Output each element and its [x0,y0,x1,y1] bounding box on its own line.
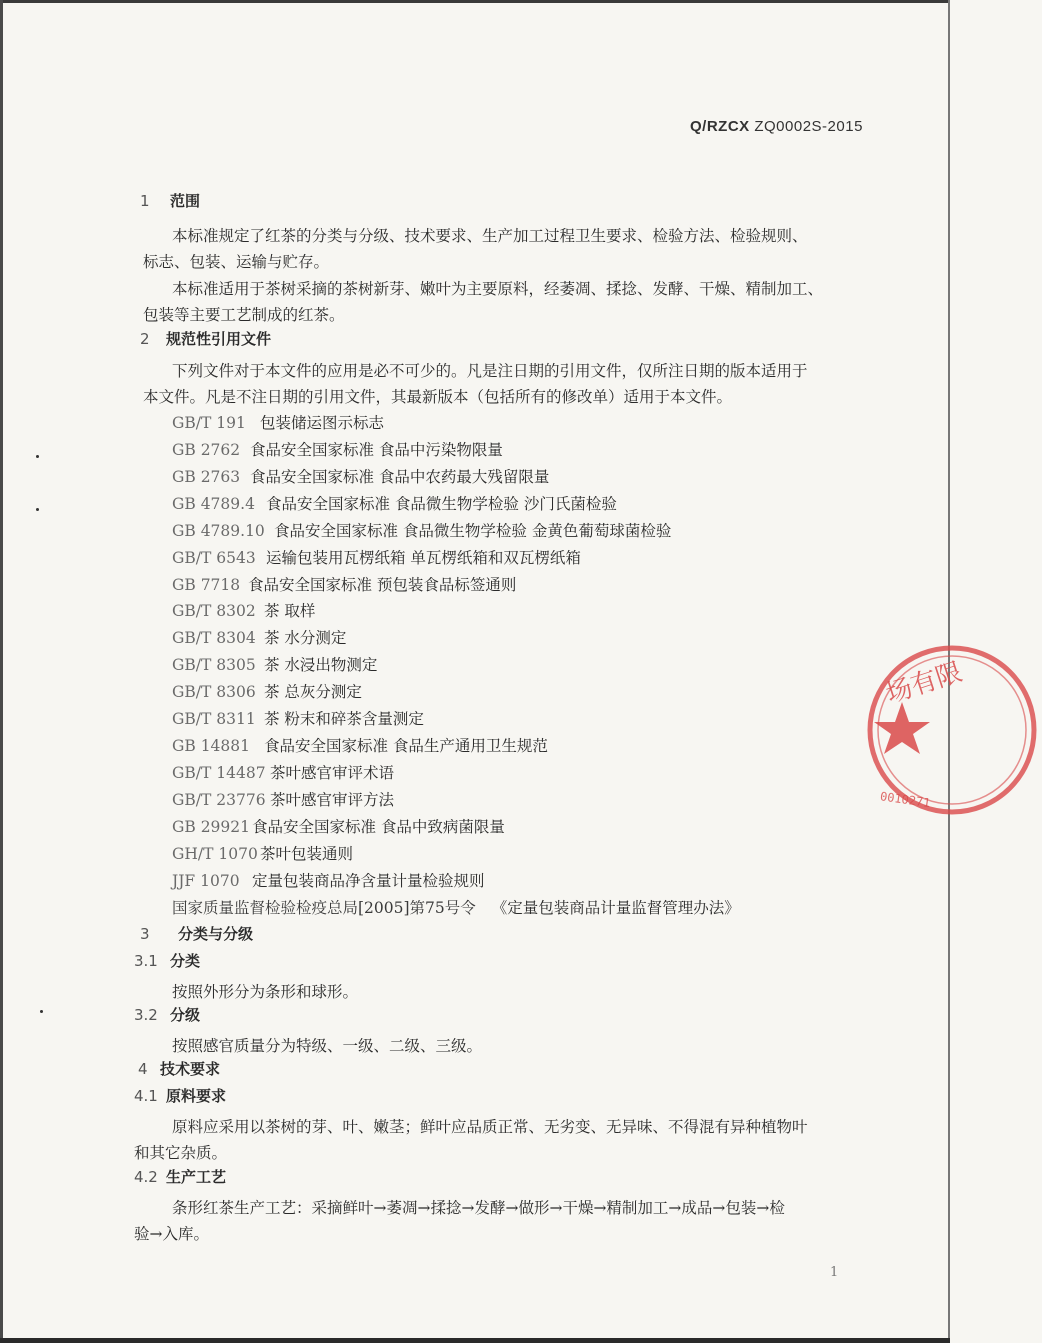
section-title: 原料要求 [166,1087,227,1105]
reference-item [172,869,485,891]
reference-title: 食品安全国家标准 食品微生物学检验 沙门氏菌检验 [266,495,617,513]
page-number: 1 [830,1265,839,1280]
reference-item [172,411,384,433]
reference-title: 《定量包装商品计量监督管理办法》 [491,899,740,917]
section-number: 4 [138,1060,148,1078]
reference-item [172,842,353,864]
section-1-heading [140,190,200,211]
reference-code: GB/T 8306 [172,683,256,701]
paragraph-line: 本标准适用于茶树采摘的茶树新芽、嫩叶为主要原料，经萎凋、揉捻、发酵、干燥、精制加工、 [172,280,824,298]
reference-title: 茶叶包装通则 [260,845,354,863]
reference-code: GB/T 8305 [172,656,256,674]
section-4-heading [138,1058,220,1079]
reference-item [172,788,394,810]
section-title: 生产工艺 [166,1168,227,1186]
paragraph-line: 本文件。凡是不注日期的引用文件，其最新版本（包括所有的修改单）适用于本文件。 [143,388,733,406]
reference-title: 茶 取样 [264,602,316,620]
section-number: 1 [140,192,150,210]
reference-title: 运输包装用瓦楞纸箱 单瓦楞纸箱和双瓦楞纸箱 [266,549,581,567]
reference-item [172,573,516,595]
reference-title: 包装储运图示标志 [260,414,385,432]
reference-item [172,680,362,702]
reference-code: GH/T 1070 [172,845,258,863]
subsection-4-2-heading [134,1166,226,1187]
reference-item [172,626,346,648]
reference-item [172,653,377,675]
seal-star-icon [874,702,930,754]
document-code-number: ZQ0002S-2015 [754,118,863,135]
reference-item [172,761,394,783]
reference-item [172,734,548,756]
paragraph-line: 按照外形分为条形和球形。 [172,983,359,1001]
subsection-4-1-heading [134,1085,226,1106]
scan-speck [40,1010,43,1013]
reference-code: GB 7718 [172,576,241,594]
reference-title: 食品安全国家标准 食品生产通用卫生规范 [264,737,548,755]
section-title: 分级 [170,1006,201,1024]
section-number: 3 [140,925,150,943]
reference-item [172,465,549,487]
reference-item [172,546,581,568]
reference-code: GB/T 8302 [172,602,256,620]
reference-code: GB/T 8311 [172,710,256,728]
paragraph-line: 标志、包装、运输与贮存。 [143,253,330,271]
document-code-prefix: Q/RZCX [690,118,750,135]
reference-title: 食品安全国家标准 预包装食品标签通则 [248,576,517,594]
reference-code: GB 2762 [172,441,241,459]
paragraph-line: 包装等主要工艺制成的红茶。 [143,306,345,324]
reference-item [172,519,671,541]
scan-speck [36,455,39,458]
reference-item [172,815,505,837]
scan-edge-top [0,0,950,3]
paragraph-line: 按照感官质量分为特级、一级、二级、三级。 [172,1037,483,1055]
paragraph-line: 本标准规定了红茶的分类与分级、技术要求、生产加工过程卫生要求、检验方法、检验规则、 [172,227,808,245]
section-title: 分类与分级 [178,925,254,943]
reference-code: GB 29921 [172,818,251,836]
reference-title: 定量包装商品净含量计量检验规则 [252,872,485,890]
reference-title: 食品安全国家标准 食品中农药最大残留限量 [250,468,550,486]
reference-title: 茶叶感官审评方法 [270,791,395,809]
reference-item [172,896,740,918]
document-code [690,118,863,135]
reference-item [172,438,503,460]
paragraph-line: 下列文件对于本文件的应用是必不可少的。凡是注日期的引用文件，仅所注日期的版本适用于 [172,362,808,380]
reference-item [172,599,315,621]
paragraph-line: 条形红茶生产工艺：采摘鲜叶→萎凋→揉捻→发酵→做形→干燥→精制加工→成品→包装→检 [172,1199,785,1217]
reference-title: 茶 水分测定 [264,629,347,647]
reference-code: GB/T 23776 [172,791,266,809]
reference-code: GB 4789.10 [172,522,265,540]
subsection-3-2-heading [134,1004,200,1025]
reference-title: 食品安全国家标准 食品微生物学检验 金黄色葡萄球菌检验 [274,522,672,540]
reference-code: GB/T 191 [172,414,246,432]
section-number: 4.2 [134,1168,158,1186]
reference-title: 茶 总灰分测定 [264,683,362,701]
paragraph-line: 和其它杂质。 [134,1144,228,1162]
subsection-3-1-heading [134,950,200,971]
reference-code: GB/T 6543 [172,549,256,567]
section-number: 2 [140,330,150,348]
reference-title: 茶 水浸出物测定 [264,656,378,674]
section-title: 分类 [170,952,201,970]
reference-title: 茶 粉末和碎茶含量测定 [264,710,424,728]
reference-code: 国家质量监督检验检疫总局[2005]第75号令 [172,899,476,917]
reference-code: JJF 1070 [172,872,240,890]
reference-item [172,492,617,514]
reference-code: GB 2763 [172,468,241,486]
reference-item [172,707,424,729]
reference-code: GB 14881 [172,737,251,755]
section-number: 3.2 [134,1006,158,1024]
reference-title: 食品安全国家标准 食品中污染物限量 [250,441,503,459]
reference-code: GB/T 8304 [172,629,256,647]
scan-edge-left [0,0,3,1343]
svg-text:0010271: 0010271 [879,789,932,811]
section-title: 规范性引用文件 [166,330,272,348]
scan-edge-bottom [0,1338,950,1343]
section-title: 技术要求 [160,1060,221,1078]
reference-code: GB/T 14487 [172,764,266,782]
paragraph-line: 验→入库。 [134,1225,209,1243]
section-3-heading [140,923,253,944]
reference-title: 茶叶感官审评术语 [270,764,395,782]
reference-title: 食品安全国家标准 食品中致病菌限量 [252,818,505,836]
section-number: 4.1 [134,1087,158,1105]
paragraph-line: 原料应采用以茶树的芽、叶、嫩茎；鲜叶应品质正常、无劣变、无异味、不得混有异种植物叶 [172,1118,808,1136]
section-number: 3.1 [134,952,158,970]
reference-code: GB 4789.4 [172,495,255,513]
company-seal-stamp [862,640,1042,820]
svg-text:场有限: 场有限 [882,657,966,710]
scan-speck [36,508,39,511]
section-2-heading [140,328,271,349]
section-title: 范围 [170,192,201,210]
